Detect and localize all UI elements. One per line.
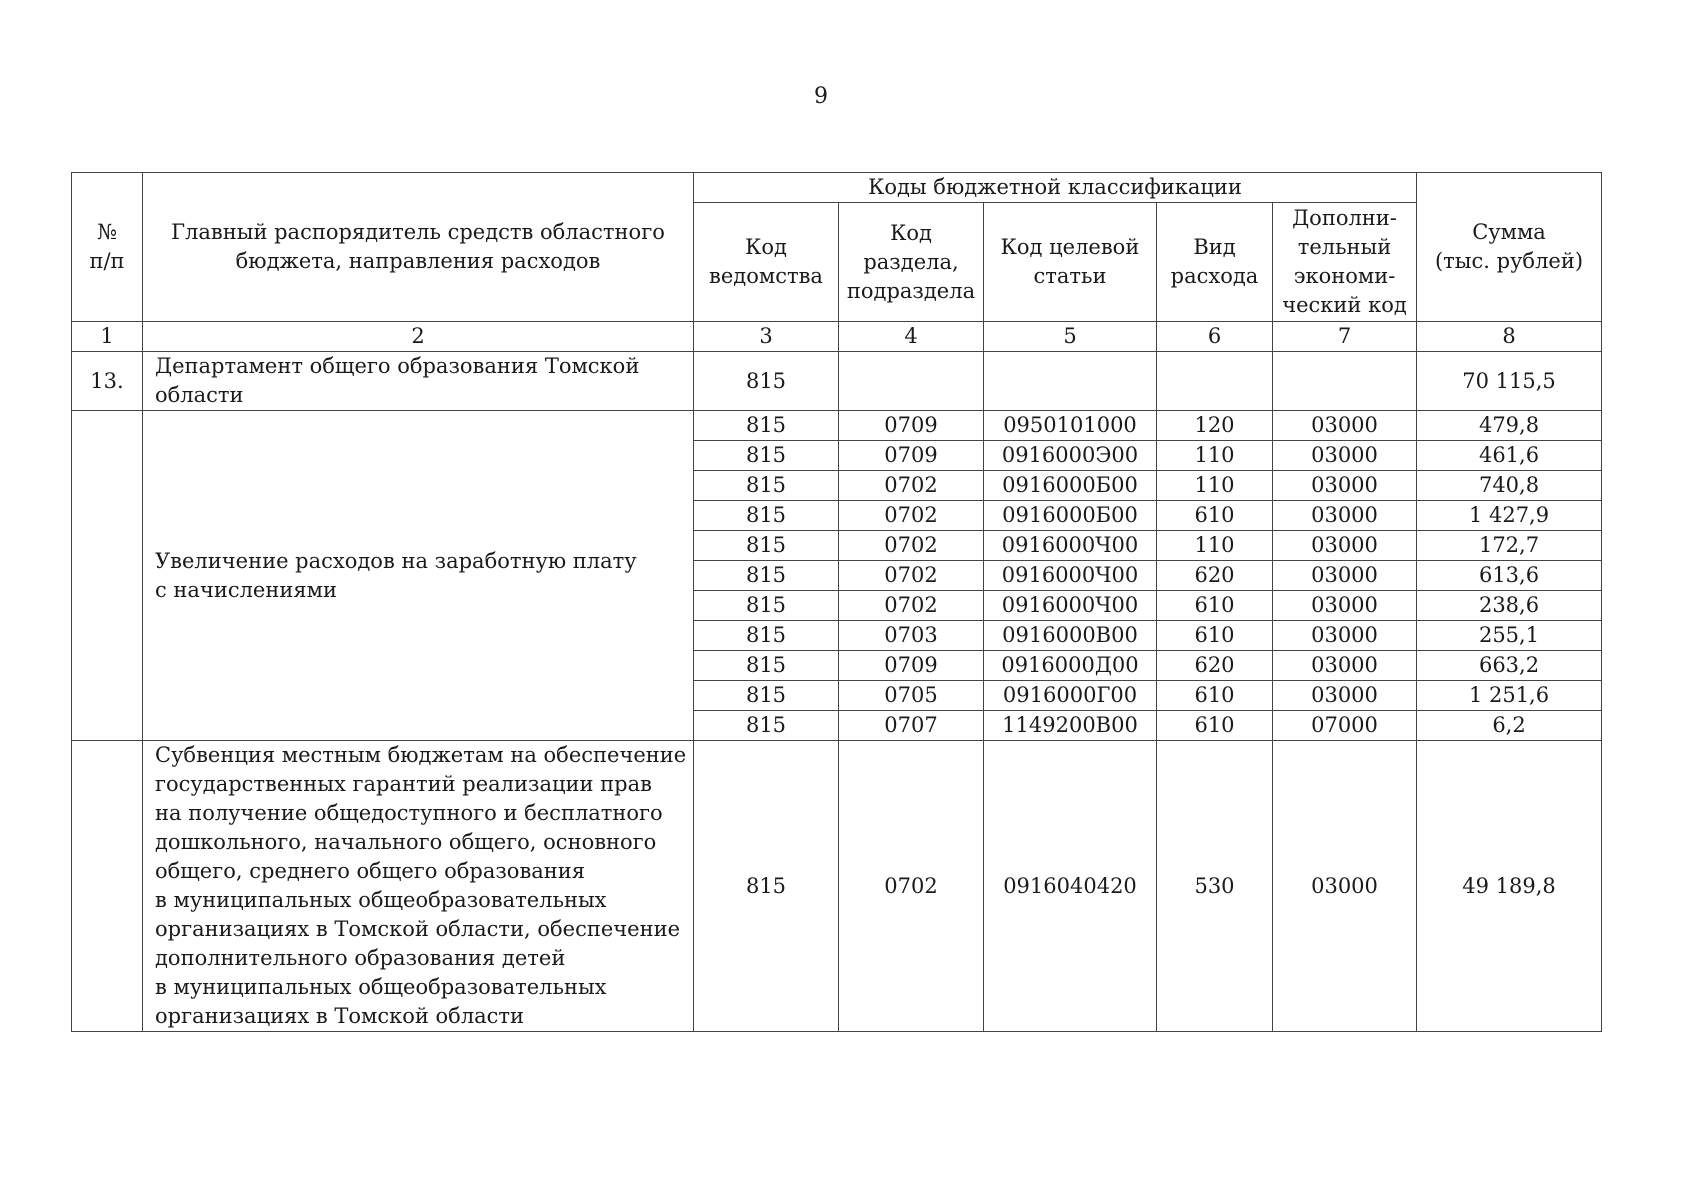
header-sum: Сумма (тыс. рублей)	[1417, 173, 1602, 322]
subvention-section-code: 0702	[839, 741, 984, 1032]
department-extra-code	[1273, 352, 1417, 411]
cell-dept-code: 815	[694, 561, 839, 591]
cell-section-code: 0709	[839, 651, 984, 681]
salary-group-label: Увеличение расходов на заработную плату с начислениями	[143, 411, 694, 741]
cell-expense-type: 610	[1157, 501, 1273, 531]
cell-expense-type: 610	[1157, 711, 1273, 741]
cell-extra-code: 03000	[1273, 621, 1417, 651]
cell-sum: 740,8	[1417, 471, 1602, 501]
cell-extra-code: 03000	[1273, 531, 1417, 561]
department-expense-type	[1157, 352, 1273, 411]
page-number: 9	[814, 84, 828, 109]
cell-sum: 6,2	[1417, 711, 1602, 741]
cell-dept-code: 815	[694, 441, 839, 471]
cell-dept-code: 815	[694, 501, 839, 531]
cell-section-code: 0702	[839, 471, 984, 501]
budget-table	[71, 172, 1602, 1032]
subvention-label: Субвенция местным бюджетам на обеспечение государственных гарантий реализации прав на получение общедоступного и бесплатного дошкольного, начального общего, основного общего, среднего общего образования в муниципальных общеобразовательных организациях в Томской области, обеспечение дополнительного образования детей в муниципальных общеобразовательных организациях в Томской области	[143, 741, 694, 1032]
column-number: 6	[1157, 322, 1273, 352]
cell-extra-code: 03000	[1273, 501, 1417, 531]
cell-sum: 1 251,6	[1417, 681, 1602, 711]
cell-dept-code: 815	[694, 621, 839, 651]
cell-section-code: 0709	[839, 441, 984, 471]
cell-target-code: 0916000Д00	[984, 651, 1157, 681]
subvention-target-code: 0916040420	[984, 741, 1157, 1032]
cell-dept-code: 815	[694, 651, 839, 681]
cell-expense-type: 110	[1157, 441, 1273, 471]
cell-section-code: 0702	[839, 531, 984, 561]
cell-extra-code: 03000	[1273, 591, 1417, 621]
cell-expense-type: 610	[1157, 591, 1273, 621]
subvention-dept-code: 815	[694, 741, 839, 1032]
cell-dept-code: 815	[694, 711, 839, 741]
department-num: 13.	[72, 352, 143, 411]
cell-sum: 479,8	[1417, 411, 1602, 441]
department-target-code	[984, 352, 1157, 411]
cell-expense-type: 620	[1157, 651, 1273, 681]
cell-section-code: 0709	[839, 411, 984, 441]
cell-section-code: 0703	[839, 621, 984, 651]
department-section-code	[839, 352, 984, 411]
cell-dept-code: 815	[694, 411, 839, 441]
subvention-row	[72, 741, 1602, 1032]
header-expense-type: Вид расхода	[1157, 203, 1273, 322]
table-row	[72, 411, 1602, 441]
cell-extra-code: 03000	[1273, 411, 1417, 441]
header-dept-code: Код ведомства	[694, 203, 839, 322]
subvention-expense-type: 530	[1157, 741, 1273, 1032]
cell-expense-type: 110	[1157, 531, 1273, 561]
header-target-code: Код целевой статьи	[984, 203, 1157, 322]
header-row-top	[72, 173, 1602, 203]
department-row	[72, 352, 1602, 411]
cell-section-code: 0702	[839, 561, 984, 591]
column-number: 1	[72, 322, 143, 352]
column-number: 8	[1417, 322, 1602, 352]
cell-extra-code: 03000	[1273, 651, 1417, 681]
cell-target-code: 0916000Б00	[984, 471, 1157, 501]
cell-target-code: 0916000В00	[984, 621, 1157, 651]
column-number-row	[72, 322, 1602, 352]
subvention-num	[72, 741, 143, 1032]
cell-dept-code: 815	[694, 471, 839, 501]
cell-expense-type: 120	[1157, 411, 1273, 441]
cell-sum: 1 427,9	[1417, 501, 1602, 531]
column-number: 2	[143, 322, 694, 352]
cell-sum: 255,1	[1417, 621, 1602, 651]
cell-target-code: 0916000Б00	[984, 501, 1157, 531]
header-num: № п/п	[72, 173, 143, 322]
cell-extra-code: 03000	[1273, 561, 1417, 591]
column-number: 5	[984, 322, 1157, 352]
cell-dept-code: 815	[694, 531, 839, 561]
cell-section-code: 0707	[839, 711, 984, 741]
department-name: Департамент общего образования Томской области	[143, 352, 694, 411]
cell-target-code: 0916000Ч00	[984, 591, 1157, 621]
cell-section-code: 0702	[839, 501, 984, 531]
cell-sum: 238,6	[1417, 591, 1602, 621]
cell-sum: 461,6	[1417, 441, 1602, 471]
subvention-sum: 49 189,8	[1417, 741, 1602, 1032]
cell-section-code: 0702	[839, 591, 984, 621]
cell-sum: 663,2	[1417, 651, 1602, 681]
cell-expense-type: 620	[1157, 561, 1273, 591]
cell-extra-code: 03000	[1273, 681, 1417, 711]
cell-extra-code: 07000	[1273, 711, 1417, 741]
cell-target-code: 0916000Э00	[984, 441, 1157, 471]
cell-target-code: 0916000Ч00	[984, 531, 1157, 561]
cell-target-code: 0916000Г00	[984, 681, 1157, 711]
subvention-extra-code: 03000	[1273, 741, 1417, 1032]
cell-expense-type: 610	[1157, 681, 1273, 711]
cell-target-code: 1149200В00	[984, 711, 1157, 741]
cell-dept-code: 815	[694, 681, 839, 711]
column-number: 4	[839, 322, 984, 352]
cell-target-code: 0950101000	[984, 411, 1157, 441]
cell-extra-code: 03000	[1273, 441, 1417, 471]
cell-dept-code: 815	[694, 591, 839, 621]
header-section-code: Код раздела, подраздела	[839, 203, 984, 322]
header-extra-code: Дополни- тельный экономи- ческий код	[1273, 203, 1417, 322]
cell-target-code: 0916000Ч00	[984, 561, 1157, 591]
salary-group-num	[72, 411, 143, 741]
cell-sum: 613,6	[1417, 561, 1602, 591]
cell-expense-type: 610	[1157, 621, 1273, 651]
header-codes-group: Коды бюджетной классификации	[694, 173, 1417, 203]
cell-expense-type: 110	[1157, 471, 1273, 501]
header-recipient: Главный распорядитель средств областного бюджета, направления расходов	[143, 173, 694, 322]
cell-section-code: 0705	[839, 681, 984, 711]
department-dept-code: 815	[694, 352, 839, 411]
column-number: 7	[1273, 322, 1417, 352]
column-number: 3	[694, 322, 839, 352]
cell-sum: 172,7	[1417, 531, 1602, 561]
department-sum: 70 115,5	[1417, 352, 1602, 411]
cell-extra-code: 03000	[1273, 471, 1417, 501]
